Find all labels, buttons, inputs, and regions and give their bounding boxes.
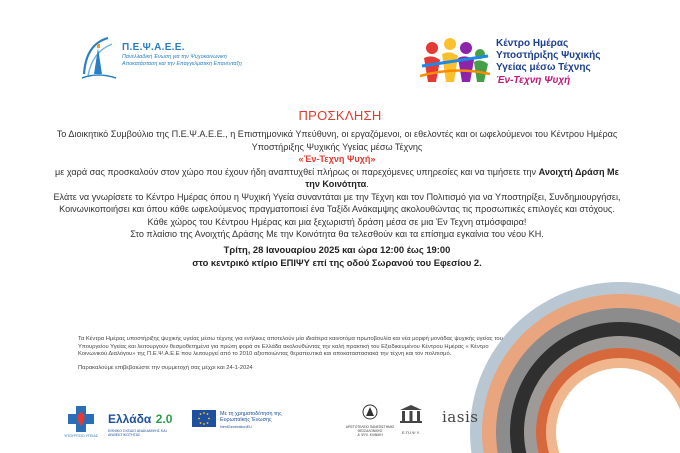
body-paragraph-2-text: με χαρά σας προσκαλούν στον χώρο που έχουν ήδη αναπτυχθεί πλήρως οι παρεχόμενες υπηρεσίες και να τιμήσετε την: [55, 166, 539, 177]
event-place: στο κεντρικό κτίριο ΕΠΙΨΥ επί της οδού Σωρανού του Εφεσίου 2.: [192, 256, 482, 268]
body-paragraph-2-end: .: [366, 179, 369, 189]
ministry-cross-icon: [64, 404, 98, 434]
temple-icon: [396, 404, 426, 424]
body-paragraph-5: Στο πλαίσιο της Ανοιχτής Δράσης Με την Κοινότητα θα τελεσθούν και τα επίσημα εγκαίνια του νέου ΚΗ.: [130, 229, 544, 239]
org-name: Π.Ε.Ψ.Α.Ε.Ε.: [122, 42, 185, 53]
invitation-title: ΠΡΟΣΚΛΗΣΗ: [298, 108, 382, 123]
footnote: [78, 336, 518, 372]
colorful-figures-icon: [420, 36, 490, 88]
body-paragraph-2: [52, 166, 622, 191]
footnote-text: Τα Κέντρα Ημέρας υποστήριξης ψυχικής υγείας μέσω τέχνης για ενήλικες αποτελούν μία ιδιαίτερα καινοτόμα πρωτοβουλία και νέα μορφή μονάδας ψυχικής υγείας του Υπουργείου Υγείας και λειτουργούν θεσμοθετημένα για πρώτη φορά σε Ελλάδα ακολουθώντας την καλή πρακτική του Εξειδικευμένου Κέντρου Ημέρας « Κέντρο Κοινωνικού Διαλόγου» της Π.Ε.Ψ.Α.Ε.Ε που λειτουργεί από το 2010 αξιοποιώντας θεραπευτικά και αποκαταστασιακά την τέχνη και τον πολιτισμό.: [78, 336, 503, 358]
university-emblem-icon: [345, 404, 395, 420]
body-paragraph-3: Ελάτε να γνωρίσετε το Κέντρο Ημέρας όπου η Ψυχική Υγεία συναντάται με την Τέχνη και τον Πολιτισμό για να Υποστηρίξει, Συνδημιουργήσει, Κοινωνικοποιήσει και όπου κάθε ωφελούμενος πραγματοποιεί ένα Ταξίδι Ανάκαμψης ακολουθώντας τις προσωπικές επιλογές και στόχους.: [53, 191, 621, 214]
center-title-line3: Υγείας μέσω Τέχνης: [496, 62, 591, 73]
iasis-logo: iasis: [442, 408, 479, 426]
lighthouse-sail-icon: [78, 34, 118, 84]
ministry-label: ΥΠΟΥΡΓΕΙΟ ΥΓΕΙΑΣ: [64, 434, 98, 438]
center-title-line2: Υποστήριξης Ψυχικής: [496, 50, 601, 61]
epipsy-logo: [396, 404, 426, 435]
org-subtitle: Πανελλαδική Ένωση για την Ψυχοκοινωνική Αποκατάσταση και την Επαγγελματική Επανένταξη: [122, 54, 242, 67]
event-date: Τρίτη, 28 Ιανουαρίου 2025 και ώρα 12:00 έως 19:00: [223, 243, 451, 255]
greece20-name: Ελλάδα: [108, 412, 152, 426]
greece20-sub: ΕΘΝΙΚΟ ΣΧΕΔΙΟ ΑΝΑΚΑΜΨΗΣ ΚΑΙ ΑΝΘΕΚΤΙΚΟΤΗΤΑΣ: [108, 429, 167, 437]
center-title-line1: Κέντρο Ημέρας: [496, 38, 569, 49]
eu-funding-text: Με τη χρηματοδότηση της Ευρωπαϊκής Ένωσης: [220, 411, 282, 424]
greece20-logo: [108, 410, 178, 437]
auth-text: ΑΡΙΣΤΟΤΕΛΕΙΟ ΠΑΝΕΠΙΣΤΗΜΙΟ ΘΕΣΣΑΛΟΝΙΚΗΣ Α' ΨΥΧ. ΚΛΙΝΙΚΗ: [345, 425, 395, 437]
body-paragraph-1: Το Διοικητικό Συμβούλιο της Π.Ε.Ψ.Α.Ε.Ε., η Επιστημονικά Υπεύθυνη, οι εργαζόμενοι, οι εθελοντές και οι ωφελούμενοι του Κέντρου Ημέρας Υποστήριξης Ψυχικής Υγείας μέσω Τέχνης: [56, 129, 618, 152]
rsvp-note: Παρακαλούμε επιβεβαιώστε την συμμετοχή σας μέχρι και 24-1-2024: [78, 364, 253, 371]
open-action-name: Ανοιχτή Δράση Με την Κοινότητα: [305, 166, 619, 189]
auth-logo: [345, 404, 395, 437]
epipsy-text: Ε.Π.Ι.Ψ.Υ.: [402, 430, 420, 435]
body-paragraph-4: Κάθε χώρος του Κέντρου Ημέρας και μια ξεχωριστή δράση μέσα σε μια Έν Τεχνη ατμόσφαιρα!: [147, 216, 527, 227]
pepsaee-logo: [78, 34, 242, 90]
eu-nextgen: NextGenerationEU: [220, 425, 252, 429]
en-texni-psychi-logo: [420, 34, 620, 94]
center-name: «Έν-Τεχνη Ψυχή»: [298, 154, 376, 164]
invitation-body: [52, 128, 622, 269]
eu-flag-icon: [192, 410, 216, 427]
greece20-version: 2.0: [155, 412, 173, 426]
ministry-logo: [64, 404, 98, 438]
center-title-line4: Έν-Τεχνη Ψυχή: [496, 75, 571, 86]
